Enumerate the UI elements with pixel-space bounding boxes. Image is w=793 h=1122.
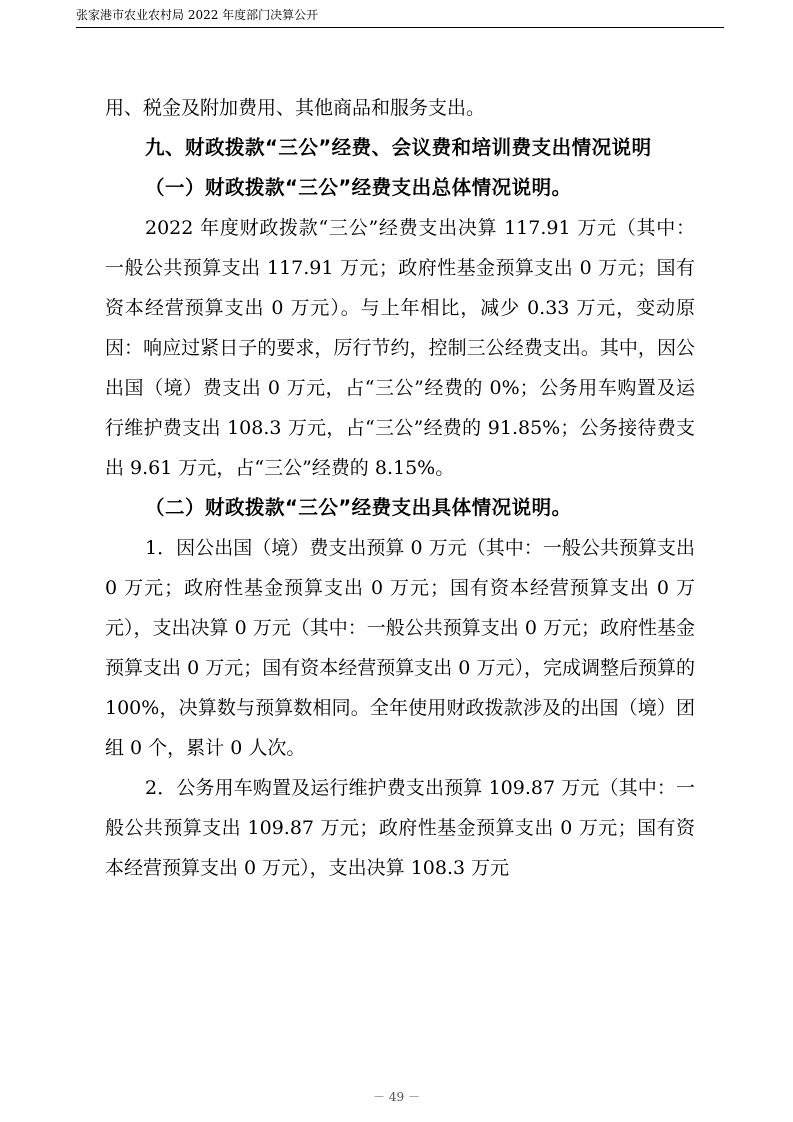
document-body xyxy=(105,88,695,888)
page-number: － 49 － xyxy=(373,1090,420,1104)
section-heading-nine: 九、财政拨款“三公”经费、会议费和培训费支出情况说明 xyxy=(145,136,652,159)
paragraph-continuation: 用、税金及附加费用、其他商品和服务支出。 xyxy=(105,97,486,119)
subsection-heading-two: （二）财政拨款“三公”经费支出具体情况说明。 xyxy=(145,496,572,519)
page-header: 张家港市农业农村局 2022 年度部门决算公开 xyxy=(76,6,724,28)
subsection-heading-one: （一）财政拨款“三公”经费支出总体情况说明。 xyxy=(145,176,572,199)
paragraph-overseas-travel: 1．因公出国（境）费支出预算 0 万元（其中：一般公共预算支出 0 万元；政府性基金预算支出 0 万元；国有资本经营预算支出 0 万元），支出决算 0 万元（其中：一般公共预算支出 0 万元；政府性基金预算支出 0 万元；国有资本经营预算支出 0 万元），完成调整后预算的 100%，决算数与预算数相同。全年使用财政拨款涉及的出国（境）团组 0 个，累计 0 人次。 xyxy=(105,537,695,759)
paragraph-overall-summary: 2022 年度财政拨款“三公”经费支出决算 117.91 万元（其中：一般公共预算支出 117.91 万元；政府性基金预算支出 0 万元；国有资本经营预算支出 0 万元）。与上年相比，减少 0.33 万元，变动原因：响应过紧日子的要求，厉行节约，控制三公经费支出。其中，因公出国（境）费支出 0 万元，占“三公”经费的 0%；公务用车购置及运行维护费支出 108.3 万元，占“三公”经费的 91.85%；公务接待费支出 9.61 万元，占“三公”经费的 8.15%。 xyxy=(105,217,695,479)
paragraph-vehicle-expense: 2．公务用车购置及运行维护费支出预算 109.87 万元（其中：一般公共预算支出 109.87 万元；政府性基金预算支出 0 万元；国有资本经营预算支出 0 万元），支出决算 108.3 万元 xyxy=(105,777,695,879)
